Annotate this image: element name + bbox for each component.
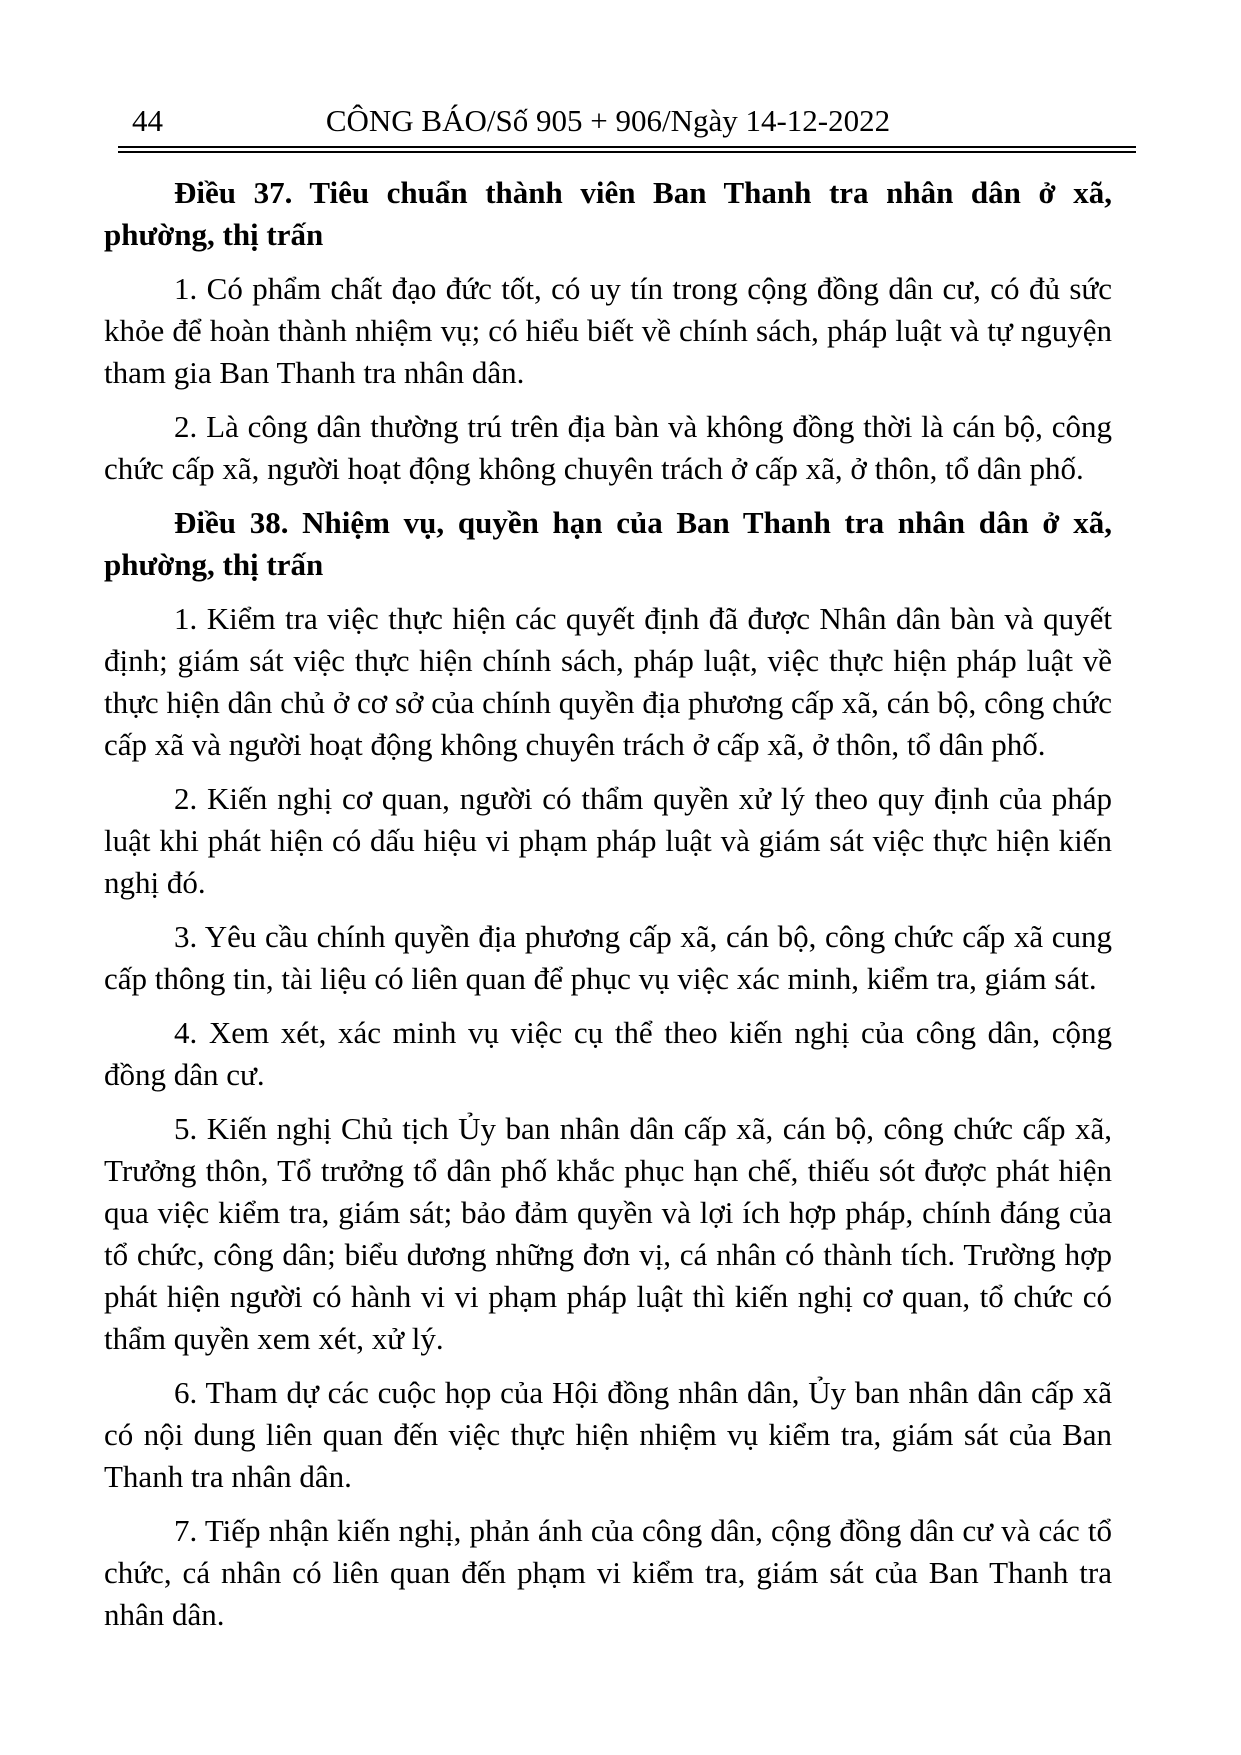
article-38-paragraph-5: 5. Kiến nghị Chủ tịch Ủy ban nhân dân cấp xã, cán bộ, công chức cấp xã, Trưởng thôn, Tổ trưởng tổ dân phố khắc phục hạn chế, thiếu sót được phát hiện qua việc kiểm tra, giám sát; bảo đảm quyền và lợi ích hợp pháp, chính đáng của tổ chức, công dân; biểu dương những đơn vị, cá nhân có thành tích. Trường hợp phát hiện người có hành vi vi phạm pháp luật thì kiến nghị cơ quan, tổ chức có thẩm quyền xem xét, xử lý.	[104, 1111, 1112, 1356]
page-number: 44	[132, 103, 163, 138]
page-header	[104, 103, 1112, 141]
article-38-paragraph-1: 1. Kiểm tra việc thực hiện các quyết định đã được Nhân dân bàn và quyết định; giám sát việc thực hiện chính sách, pháp luật, việc thực hiện pháp luật về thực hiện dân chủ ở cơ sở của chính quyền địa phương cấp xã, cán bộ, công chức cấp xã và người hoạt động không chuyên trách ở cấp xã, ở thôn, tổ dân phố.	[104, 601, 1112, 762]
article-37-heading: Điều 37. Tiêu chuẩn thành viên Ban Thanh tra nhân dân ở xã, phường, thị trấn	[104, 175, 1112, 252]
article-38-paragraph-7: 7. Tiếp nhận kiến nghị, phản ánh của công dân, cộng đồng dân cư và các tổ chức, cá nhân có liên quan đến phạm vi kiểm tra, giám sát của Ban Thanh tra nhân dân.	[104, 1513, 1112, 1632]
article-38-paragraph-6: 6. Tham dự các cuộc họp của Hội đồng nhân dân, Ủy ban nhân dân cấp xã có nội dung liên quan đến việc thực hiện nhiệm vụ kiểm tra, giám sát của Ban Thanh tra nhân dân.	[104, 1375, 1112, 1494]
document-body	[104, 172, 1112, 1648]
header-double-rule	[118, 146, 1136, 153]
article-37-paragraph-2: 2. Là công dân thường trú trên địa bàn và không đồng thời là cán bộ, công chức cấp xã, người hoạt động không chuyên trách ở cấp xã, ở thôn, tổ dân phố.	[104, 409, 1112, 486]
gazette-header-title: CÔNG BÁO/Số 905 + 906/Ngày 14-12-2022	[325, 103, 891, 138]
article-38-paragraph-4: 4. Xem xét, xác minh vụ việc cụ thể theo kiến nghị của công dân, cộng đồng dân cư.	[104, 1015, 1112, 1092]
article-38-heading: Điều 38. Nhiệm vụ, quyền hạn của Ban Thanh tra nhân dân ở xã, phường, thị trấn	[104, 505, 1112, 582]
article-37-paragraph-1: 1. Có phẩm chất đạo đức tốt, có uy tín trong cộng đồng dân cư, có đủ sức khỏe để hoàn thành nhiệm vụ; có hiểu biết về chính sách, pháp luật và tự nguyện tham gia Ban Thanh tra nhân dân.	[104, 271, 1112, 390]
article-38-paragraph-3: 3. Yêu cầu chính quyền địa phương cấp xã, cán bộ, công chức cấp xã cung cấp thông tin, tài liệu có liên quan để phục vụ việc xác minh, kiểm tra, giám sát.	[104, 919, 1112, 996]
article-38-paragraph-2: 2. Kiến nghị cơ quan, người có thẩm quyền xử lý theo quy định của pháp luật khi phát hiện có dấu hiệu vi phạm pháp luật và giám sát việc thực hiện kiến nghị đó.	[104, 781, 1112, 900]
article-37	[104, 172, 1112, 490]
article-38	[104, 502, 1112, 1636]
